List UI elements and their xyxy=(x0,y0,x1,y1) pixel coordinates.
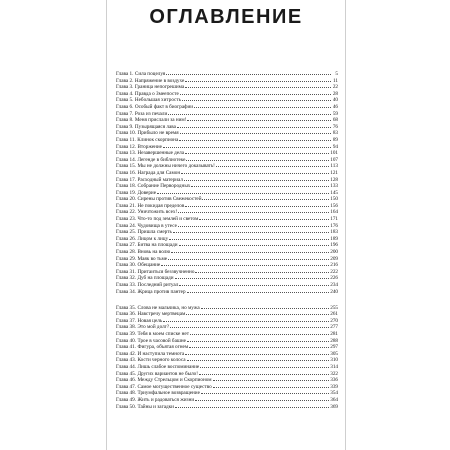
chapter-name: Самое могущественное существо xyxy=(137,383,212,390)
toc-entry-title xyxy=(116,183,190,190)
chapter-name: Между Стрельцом и Скорпионом xyxy=(137,377,212,384)
dot-leader xyxy=(185,206,329,207)
toc-entry-title xyxy=(116,397,194,404)
page-number: 121 xyxy=(330,169,338,176)
chapter-number: Глава 17. xyxy=(116,176,136,183)
toc-entry xyxy=(116,311,338,318)
toc-entry xyxy=(116,390,338,397)
page-number: 59 xyxy=(332,110,338,117)
dot-leader xyxy=(166,74,331,75)
chapter-number: Глава 19. xyxy=(116,189,136,196)
chapter-name: Легенде в библиотеке xyxy=(137,156,186,163)
chapter-number: Глава 16. xyxy=(116,169,136,176)
toc-entry xyxy=(116,344,338,351)
chapter-number: Глава 2. xyxy=(116,77,134,84)
chapter-number: Глава 44. xyxy=(116,364,136,371)
toc-entry xyxy=(116,242,338,249)
page-number: 322 xyxy=(330,370,338,377)
chapter-name: Жить и радоваться жизни xyxy=(137,397,195,403)
chapter-number: Глава 7. xyxy=(116,110,134,117)
dot-leader xyxy=(182,100,331,101)
page-number: 11 xyxy=(333,77,338,84)
toc-entry-title xyxy=(116,223,177,230)
chapter-number: Глава 34. xyxy=(116,288,136,295)
chapter-number: Глава 38. xyxy=(116,324,136,331)
toc-entry xyxy=(116,262,338,269)
page-number: 255 xyxy=(330,304,338,311)
page-number: 150 xyxy=(330,196,338,203)
toc-entry-title xyxy=(116,344,188,351)
chapter-name: Небольшая хитрость xyxy=(134,97,181,104)
dot-leader xyxy=(157,193,329,194)
chapter-number: Глава 12. xyxy=(116,143,136,150)
page-number: 261 xyxy=(330,311,338,318)
page-number: 297 xyxy=(330,344,338,351)
page-number: 277 xyxy=(330,324,338,331)
dot-leader xyxy=(171,252,329,253)
chapter-number: Глава 41. xyxy=(116,344,136,351)
dot-leader xyxy=(175,278,330,279)
page-number: 183 xyxy=(330,229,338,236)
page-number: 354 xyxy=(330,390,338,397)
chapter-number: Глава 35. xyxy=(116,304,136,311)
toc-entry-title xyxy=(116,351,184,358)
chapter-number: Глава 48. xyxy=(116,390,136,397)
toc-entry xyxy=(116,117,338,124)
toc-entry xyxy=(116,275,338,282)
chapter-number: Глава 47. xyxy=(116,383,136,390)
chapter-name: Мы не должны ничего доказывать! xyxy=(137,163,215,170)
dot-leader xyxy=(169,239,329,240)
page-number: 189 xyxy=(330,235,338,242)
chapter-name: Особый факт в биографии xyxy=(134,103,194,110)
toc-entry xyxy=(116,163,338,170)
toc-entry-title xyxy=(116,216,198,223)
chapter-name: Лишь слабое воспоминание xyxy=(137,364,200,371)
toc-entry-title xyxy=(116,84,184,91)
chapter-number: Глава 32. xyxy=(116,275,136,282)
dot-leader xyxy=(168,114,331,115)
dot-leader xyxy=(201,393,329,394)
chapter-name: Собрание Первородных xyxy=(137,183,191,190)
toc-entry-title xyxy=(116,170,180,177)
page-number: 22 xyxy=(332,84,338,91)
dot-leader xyxy=(189,347,329,348)
page-number: 101 xyxy=(330,150,338,157)
toc-entry-title xyxy=(116,71,165,78)
dot-leader xyxy=(187,341,329,342)
page-number: 83 xyxy=(332,130,338,137)
dot-leader xyxy=(179,285,329,286)
chapter-number: Глава 29. xyxy=(116,255,136,262)
toc-entry-title xyxy=(116,229,172,236)
toc-entry xyxy=(116,71,338,78)
chapter-name: Слова не мальчика, но мужа xyxy=(137,304,200,311)
page-number: 156 xyxy=(330,202,338,209)
chapter-number: Глава 9. xyxy=(116,123,134,130)
dot-leader xyxy=(170,327,329,328)
chapter-name: Битва на площади xyxy=(137,242,178,249)
dot-leader xyxy=(216,166,329,167)
page-number: 314 xyxy=(330,364,338,371)
dot-leader xyxy=(184,180,329,181)
chapter-number: Глава 46. xyxy=(116,377,136,384)
toc-entry xyxy=(116,249,338,256)
book-page xyxy=(106,0,346,450)
page-number: 240 xyxy=(330,288,338,295)
toc-entry-title xyxy=(116,150,184,157)
toc-entry xyxy=(116,157,338,164)
toc-entry-title xyxy=(116,311,185,318)
chapter-name: Лицом к лицу xyxy=(137,235,169,242)
chapter-number: Глава 33. xyxy=(116,282,136,288)
page-number: 222 xyxy=(330,268,338,275)
chapter-name: Граница непогрешима xyxy=(134,84,185,91)
toc-entry-title xyxy=(116,390,200,397)
chapter-number: Глава 42. xyxy=(116,350,136,357)
chapter-name: Новая цель xyxy=(137,317,163,324)
chapter-number: Глава 50. xyxy=(116,403,136,410)
toc-entry-title xyxy=(116,137,178,144)
chapter-number: Глава 4. xyxy=(116,90,134,97)
page-number: 68 xyxy=(332,117,338,124)
chapter-name: Обещание xyxy=(137,262,161,269)
toc-entry xyxy=(116,331,338,338)
page-number: 288 xyxy=(330,337,338,344)
page-title: ОГЛАВЛЕНИЕ xyxy=(149,6,303,28)
toc-entry-title xyxy=(116,117,186,124)
dot-leader xyxy=(177,127,331,128)
dot-leader xyxy=(185,81,331,82)
toc-entry xyxy=(116,371,338,378)
toc-entry-title xyxy=(116,97,181,104)
page-number: 364 xyxy=(330,397,338,403)
toc-entry xyxy=(116,397,338,404)
page-number: 28 xyxy=(332,90,338,97)
page-number: 46 xyxy=(332,103,338,110)
chapter-name: Вторжение xyxy=(137,143,162,150)
chapter-name: Награда для Самон xyxy=(137,169,181,176)
dot-leader xyxy=(194,107,331,108)
dot-leader xyxy=(179,140,331,141)
dot-leader xyxy=(181,173,329,174)
toc-entry xyxy=(116,229,338,236)
toc-entry xyxy=(116,364,338,371)
chapter-name: Меня прислали за ним! xyxy=(134,117,187,124)
toc-entry xyxy=(116,236,338,243)
dot-leader xyxy=(173,232,329,233)
page-number: 270 xyxy=(330,317,338,324)
chapter-name: Притаиться беззвучненно xyxy=(137,268,195,275)
chapter-name: Маяк во тьме xyxy=(137,255,168,262)
chapter-number: Глава 20. xyxy=(116,196,136,203)
page-number: 128 xyxy=(330,176,338,183)
chapter-number: Глава 49. xyxy=(116,397,136,403)
chapter-number: Глава 11. xyxy=(116,136,136,143)
page-number: 176 xyxy=(330,222,338,229)
chapter-name: Последний ритуал xyxy=(137,282,179,288)
toc-entry-title xyxy=(116,78,184,85)
page-number: 305 xyxy=(330,350,338,357)
chapter-number: Глава 37. xyxy=(116,317,136,324)
toc-entry xyxy=(116,78,338,85)
dot-leader xyxy=(213,380,330,381)
page-number: 226 xyxy=(330,275,338,282)
toc-entry-title xyxy=(116,104,193,111)
chapter-name: Фигура, объятая огнем xyxy=(137,344,189,351)
chapter-name: Вновь на волю xyxy=(137,249,171,256)
chapter-name: Пузырящаяся лава xyxy=(134,123,176,130)
page-number: 5 xyxy=(335,71,338,77)
dot-leader xyxy=(168,259,329,260)
toc-entry xyxy=(116,289,338,296)
chapter-name: Других вариантов не было! xyxy=(137,370,199,377)
page-number: 310 xyxy=(330,357,338,364)
page-number: 40 xyxy=(332,97,338,104)
chapter-name: Доверие xyxy=(137,189,156,196)
chapter-name: Не покидая пределов xyxy=(137,202,185,209)
chapter-number: Глава 8. xyxy=(116,117,134,124)
toc-entry-title xyxy=(116,331,189,338)
chapter-number: Глава 22. xyxy=(116,209,136,216)
dot-leader xyxy=(187,120,331,121)
toc-entry-title xyxy=(116,275,174,282)
chapter-name: И наступила темнота xyxy=(137,350,185,357)
toc-entry-title xyxy=(116,249,170,256)
dot-leader xyxy=(190,334,329,335)
chapter-number: Глава 24. xyxy=(116,222,136,229)
page-number: 281 xyxy=(330,331,338,338)
toc-entry xyxy=(116,223,338,230)
chapter-name: Уничтожить всех! xyxy=(137,209,178,216)
chapter-number: Глава 30. xyxy=(116,262,136,269)
page-number: 164 xyxy=(330,209,338,216)
dot-leader xyxy=(201,308,330,309)
chapter-number: Глава 5. xyxy=(116,97,134,104)
dot-leader xyxy=(202,199,329,200)
chapter-name: Это мой долг? xyxy=(137,324,170,331)
dot-leader xyxy=(180,133,331,134)
dot-leader xyxy=(180,94,331,95)
page-number: 234 xyxy=(330,282,338,288)
toc-entry xyxy=(116,97,338,104)
chapter-number: Глава 31. xyxy=(116,268,136,275)
page-number: 76 xyxy=(332,123,338,130)
toc-entry-title xyxy=(116,111,167,118)
chapter-number: Глава 1. xyxy=(116,71,134,77)
chapter-number: Глава 10. xyxy=(116,130,136,137)
chapter-name: Прибыло не время xyxy=(137,130,179,137)
toc-entry-title xyxy=(116,404,174,411)
dot-leader xyxy=(199,219,329,220)
chapter-name: Навстречу мертвецам xyxy=(137,311,186,318)
page-number: 171 xyxy=(330,216,338,223)
dot-leader xyxy=(175,407,329,408)
dot-leader xyxy=(185,87,331,88)
toc-entry xyxy=(116,170,338,177)
chapter-name: Сила поцелуя xyxy=(134,71,166,77)
toc-entry xyxy=(116,196,338,203)
toc-entry-title xyxy=(116,203,184,210)
chapter-name: Правда о Змеепосте xyxy=(134,90,179,97)
toc-entry xyxy=(116,150,338,157)
dot-leader xyxy=(186,160,329,161)
chapter-number: Глава 40. xyxy=(116,337,136,344)
toc-entry xyxy=(116,351,338,358)
chapter-name: Тебя в моем списке нет xyxy=(137,331,189,338)
chapter-name: Сирены против Свежекостей xyxy=(137,196,202,203)
toc-entry xyxy=(116,111,338,118)
dot-leader xyxy=(178,226,329,227)
toc-entry-title xyxy=(116,130,179,137)
chapter-number: Глава 13. xyxy=(116,150,136,157)
dot-leader xyxy=(187,292,330,293)
chapter-name: Тайны и загадки xyxy=(137,403,174,410)
toc-entry-title xyxy=(116,236,168,243)
chapter-number: Глава 14. xyxy=(116,156,136,163)
chapter-number: Глава 39. xyxy=(116,331,136,338)
chapter-name: Незавершенные дела xyxy=(137,150,185,157)
toc-entry-title xyxy=(116,364,199,371)
page-number: 216 xyxy=(330,262,338,269)
section-gap xyxy=(116,295,338,305)
chapter-name: Расходный материал xyxy=(137,176,183,183)
page-number: 209 xyxy=(330,255,338,262)
chapter-name: Жрица против пантер xyxy=(137,288,186,295)
toc-entry-title xyxy=(116,371,198,378)
page-number: 196 xyxy=(330,242,338,249)
chapter-name: Напряжение в воздухе xyxy=(134,77,185,84)
chapter-number: Глава 21. xyxy=(116,202,136,209)
page-number: 113 xyxy=(330,163,338,170)
chapter-number: Глава 36. xyxy=(116,311,136,318)
chapter-number: Глава 27. xyxy=(116,242,136,249)
chapter-name: Роза из печали xyxy=(134,110,168,117)
dot-leader xyxy=(213,387,329,388)
toc-entry-title xyxy=(116,144,162,151)
chapter-name: Клинок скорпиона xyxy=(137,136,179,143)
dot-leader xyxy=(178,212,329,213)
chapter-number: Глава 28. xyxy=(116,249,136,256)
toc-entry-title xyxy=(116,377,212,384)
toc-entry-title xyxy=(116,157,185,164)
toc-entry-title xyxy=(116,163,215,170)
toc-entry xyxy=(116,377,338,384)
table-of-contents xyxy=(116,71,338,410)
page-number: 89 xyxy=(332,136,338,143)
toc-entry-title xyxy=(116,305,200,312)
dot-leader xyxy=(191,186,329,187)
chapter-number: Глава 6. xyxy=(116,103,134,110)
toc-entry-title xyxy=(116,262,160,269)
toc-entry-title xyxy=(116,196,201,203)
chapter-name: Дуб на площади xyxy=(137,275,174,282)
page-number: 336 xyxy=(330,377,338,384)
toc-entry xyxy=(116,404,338,411)
chapter-number: Глава 18. xyxy=(116,183,136,190)
toc-entry-title xyxy=(116,282,178,289)
toc-entry xyxy=(116,282,338,289)
chapter-name: Триумфальное возвращение xyxy=(137,390,200,397)
dot-leader xyxy=(163,321,329,322)
page-number: 145 xyxy=(330,189,338,196)
toc-entry xyxy=(116,203,338,210)
dot-leader xyxy=(185,153,329,154)
dot-leader xyxy=(161,265,329,266)
toc-entry xyxy=(116,216,338,223)
chapter-number: Глава 43. xyxy=(116,357,136,364)
dot-leader xyxy=(185,354,329,355)
chapter-number: Глава 45. xyxy=(116,370,136,377)
dot-leader xyxy=(179,245,330,246)
toc-entry xyxy=(116,104,338,111)
page-number: 369 xyxy=(330,403,338,410)
toc-entry-title xyxy=(116,289,186,296)
chapter-name: Что-то под землей и светом xyxy=(137,216,199,223)
chapter-name: Чудовища в утесе xyxy=(137,222,177,229)
dot-leader xyxy=(200,367,329,368)
chapter-name: Пришла смерть xyxy=(137,229,172,236)
toc-entry xyxy=(116,183,338,190)
chapter-number: Глава 25. xyxy=(116,229,136,236)
chapter-number: Глава 3. xyxy=(116,84,134,91)
chapter-name: Кости черного колоса xyxy=(137,357,186,364)
dot-leader xyxy=(187,360,330,361)
toc-entry-title xyxy=(116,242,178,249)
dot-leader xyxy=(195,400,329,401)
page-number: 94 xyxy=(332,143,338,150)
page-number: 200 xyxy=(330,249,338,256)
toc-entry xyxy=(116,144,338,151)
page-number: 339 xyxy=(330,383,338,390)
chapter-number: Глава 23. xyxy=(116,216,136,223)
dot-leader xyxy=(195,272,329,273)
chapter-number: Глава 26. xyxy=(116,235,136,242)
dot-leader xyxy=(199,374,329,375)
chapter-number: Глава 15. xyxy=(116,163,136,170)
toc-entry xyxy=(116,130,338,137)
toc-entry xyxy=(116,84,338,91)
dot-leader xyxy=(186,314,329,315)
chapter-name: Трое в часовой башне xyxy=(137,337,186,344)
toc-entry xyxy=(116,137,338,144)
page-number: 107 xyxy=(330,156,338,163)
toc-entry xyxy=(116,305,338,312)
dot-leader xyxy=(163,147,331,148)
page-number: 133 xyxy=(330,183,338,190)
